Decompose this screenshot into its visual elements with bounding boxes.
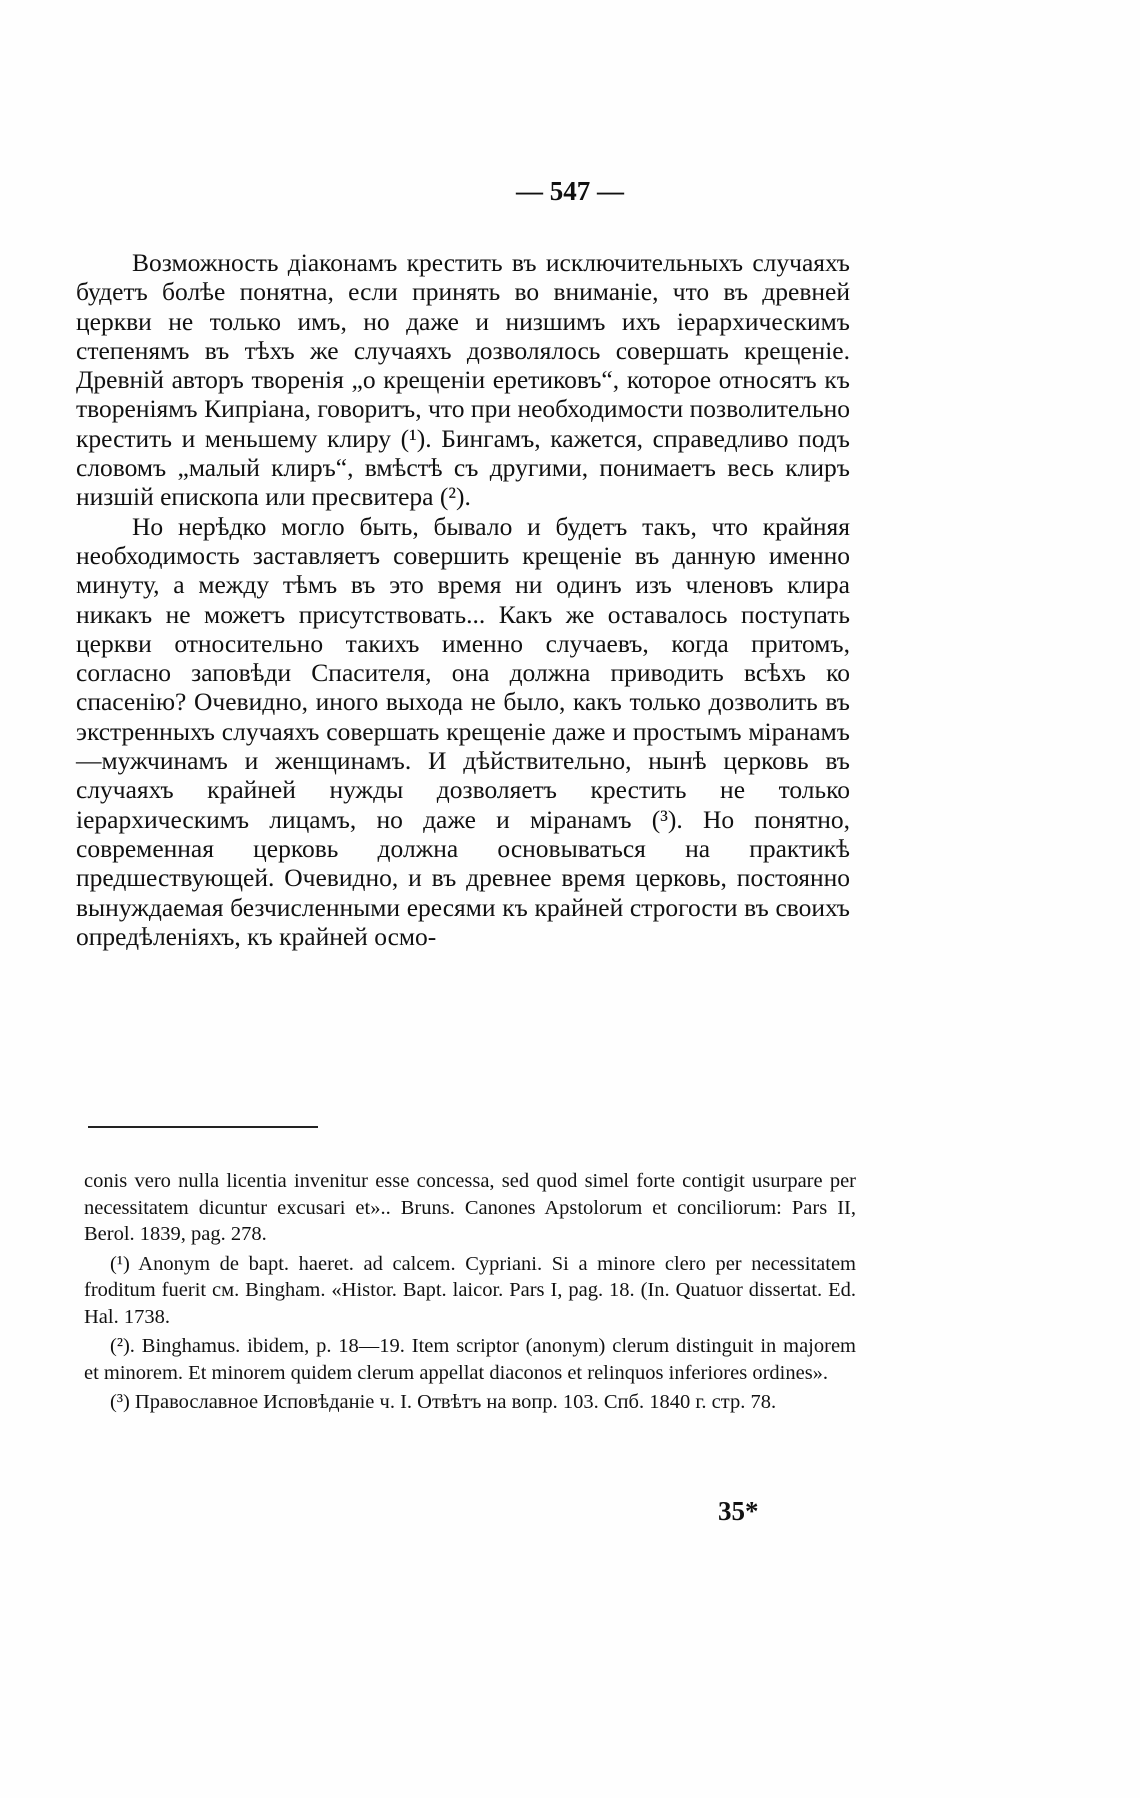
- signature-mark: 35*: [718, 1496, 759, 1526]
- footnote-continuation: conis vero nulla licentia invenitur esse concessa, sed quod simel forte contigit usurpare per necessitatem dicuntur excusari et».. Bruns. Canones Apstolorum et conciliorum: Pars II, Berol. 1839, pag. 278.: [84, 1170, 856, 1245]
- body-text: [76, 248, 850, 951]
- footnote: (¹) Anonym de bapt. haeret. ad calcem. Cypriani. Si a minore clero per necessitatem froditum fuerit см. Bingham. «Histor. Bapt. laicor. Pars I, pag. 18. (In. Quatuor dissertat. Ed. Hal. 1738.: [84, 1252, 856, 1328]
- paragraph: Но нерѣдко могло быть, бывало и будетъ такъ, что крайняя необходимость заставляетъ совершить крещеніе въ данную именно минуту, а между тѣмъ въ это время ни одинъ изъ членовъ клира никакъ не можетъ присутствовать... Какъ же оставалось поступать церкви относительно такихъ именно случаевъ, когда притомъ, согласно заповѣди Спасителя, она должна приводить всѣхъ ко спасенію? Очевидно, иного выхода не было, какъ только дозволить въ экстренныхъ случаяхъ совершать крещеніе даже и простымъ міранамъ—мужчинамъ и женщинамъ. И дѣйствительно, нынѣ церковь въ случаяхъ крайней нужды дозволяетъ крестить не только іерархическимъ лицамъ, но даже и міранамъ (³). Но понятно, современная церковь должна основываться на практикѣ предшествующей. Очевидно, и въ древнее время церковь, постоянно вынуждаемая безчисленными ересями къ крайней строгости въ своихъ опредѣленіяхъ, къ крайней осмо-: [76, 511, 850, 951]
- footnote: (²). Binghamus. ibidem, p. 18—19. Item scriptor (anonym) clerum distinguit in majorem et minorem. Et minorem quidem clerum appellat diaconos et relinquos inferiores ordines».: [84, 1335, 856, 1384]
- footnote: (³) Православное Исповѣданіе ч. I. Отвѣтъ на вопр. 103. Спб. 1840 г. стр. 78.: [110, 1391, 777, 1413]
- footnote-separator: [88, 1126, 318, 1128]
- paragraph: Возможность діаконамъ крестить въ исключительныхъ случаяхъ будетъ болѣе понятна, если принять во вниманіе, что въ древней церкви не только имъ, но даже и низшимъ ихъ іерархическимъ степенямъ въ тѣхъ же случаяхъ дозволялось совершать крещеніе. Древній авторъ творенія „о крещеніи еретиковъ“, которое относятъ къ твореніямъ Кипріана, говоритъ, что при необходимости позволительно крестить и меньшему клиру (¹). Бингамъ, кажется, справедливо подъ словомъ „малый клиръ“, вмѣстѣ съ другими, понимаетъ весь клиръ низшій епископа или пресвитера (²).: [76, 248, 850, 512]
- footnotes: [84, 1168, 856, 1419]
- page-number: — 547 —: [516, 176, 624, 206]
